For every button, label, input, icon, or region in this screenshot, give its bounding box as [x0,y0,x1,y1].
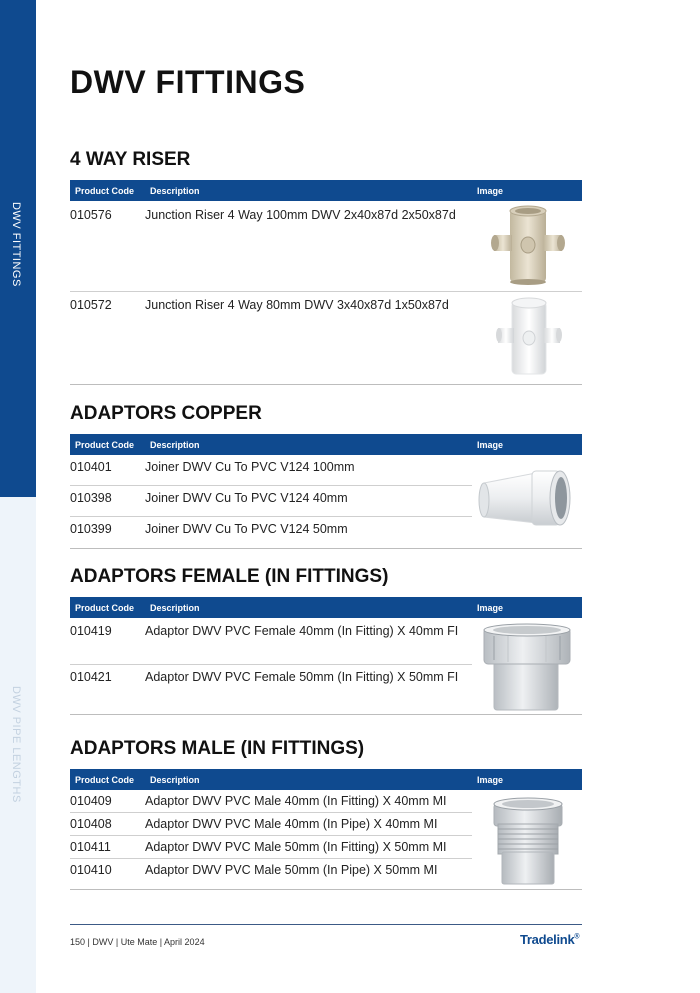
row-divider [70,858,472,859]
table-body [70,455,582,549]
header-description: Description [150,186,200,196]
brand-name: Tradelink [520,932,575,947]
footer-rule [70,924,582,925]
product-code: 010398 [70,491,112,505]
section-title: 4 WAY RISER [70,149,191,170]
section-title: ADAPTORS COPPER [70,403,262,424]
white-junction-riser-icon [494,296,564,378]
header-image: Image [477,775,504,785]
section-bottom-rule [70,714,582,715]
header-description: Description [150,440,200,450]
section-title: ADAPTORS MALE (IN FITTINGS) [70,738,365,759]
header-image: Image [477,440,504,450]
female-adaptor-icon [480,622,574,712]
table-body [70,790,582,890]
side-tab-label-dwv-fittings: DWV FITTINGS [10,202,22,287]
tradelink-logo [520,932,579,947]
header-product-code: Product Code [75,603,135,613]
product-code: 010410 [70,863,112,877]
header-description: Description [150,775,200,785]
product-description: Junction Riser 4 Way 80mm DWV 3x40x87d 1x50x87d [145,298,449,312]
table-header [70,597,582,618]
row-divider [70,485,472,486]
header-description: Description [150,603,200,613]
header-image: Image [477,603,504,613]
pvc-joiner-icon [478,465,574,531]
product-description: Joiner DWV Cu To PVC V124 100mm [145,460,355,474]
product-description: Adaptor DWV PVC Male 40mm (In Fitting) X 40mm MI [145,794,447,808]
product-code: 010401 [70,460,112,474]
product-code: 010419 [70,624,112,638]
product-description: Joiner DWV Cu To PVC V124 40mm [145,491,348,505]
section-4-way-riser [70,147,582,385]
section-bottom-rule [70,384,582,385]
table-header [70,769,582,790]
section-adaptors-male [70,736,582,890]
product-description: Adaptor DWV PVC Male 50mm (In Pipe) X 50mm MI [145,863,438,877]
side-tab-label-dwv-pipe-lengths: DWV PIPE LENGTHS [10,686,22,803]
product-code: 010576 [70,208,112,222]
table-header [70,434,582,455]
male-adaptor-icon [490,794,566,886]
product-description: Adaptor DWV PVC Male 40mm (In Pipe) X 40mm MI [145,817,438,831]
product-code: 010408 [70,817,112,831]
page-title: DWV FITTINGS [70,64,306,100]
row-divider [70,291,582,292]
row-divider [70,812,472,813]
section-bottom-rule [70,548,582,549]
product-description: Joiner DWV Cu To PVC V124 50mm [145,522,348,536]
product-description: Adaptor DWV PVC Female 50mm (In Fitting) X 50mm FI [145,670,459,684]
table-body [70,201,582,385]
product-code: 010399 [70,522,112,536]
beige-junction-riser-icon [490,205,566,285]
table-header [70,180,582,201]
brand-mark: ® [574,933,580,941]
product-code: 010409 [70,794,112,808]
row-divider [70,835,472,836]
product-description: Adaptor DWV PVC Female 40mm (In Fitting) X 40mm FI [145,624,459,638]
header-product-code: Product Code [75,440,135,450]
row-divider [70,664,472,665]
product-code: 010421 [70,670,112,684]
section-bottom-rule [70,889,582,890]
table-body [70,618,582,715]
header-product-code: Product Code [75,186,135,196]
product-description: Adaptor DWV PVC Male 50mm (In Fitting) X 50mm MI [145,840,447,854]
section-adaptors-female [70,564,582,715]
product-description: Junction Riser 4 Way 100mm DWV 2x40x87d 2x50x87d [145,208,456,222]
product-code: 010572 [70,298,112,312]
header-image: Image [477,186,504,196]
footer-page-info: 150 | DWV | Ute Mate | April 2024 [70,937,205,947]
header-product-code: Product Code [75,775,135,785]
product-code: 010411 [70,840,111,854]
section-title: ADAPTORS FEMALE (IN FITTINGS) [70,566,389,587]
row-divider [70,516,472,517]
section-adaptors-copper [70,401,582,549]
